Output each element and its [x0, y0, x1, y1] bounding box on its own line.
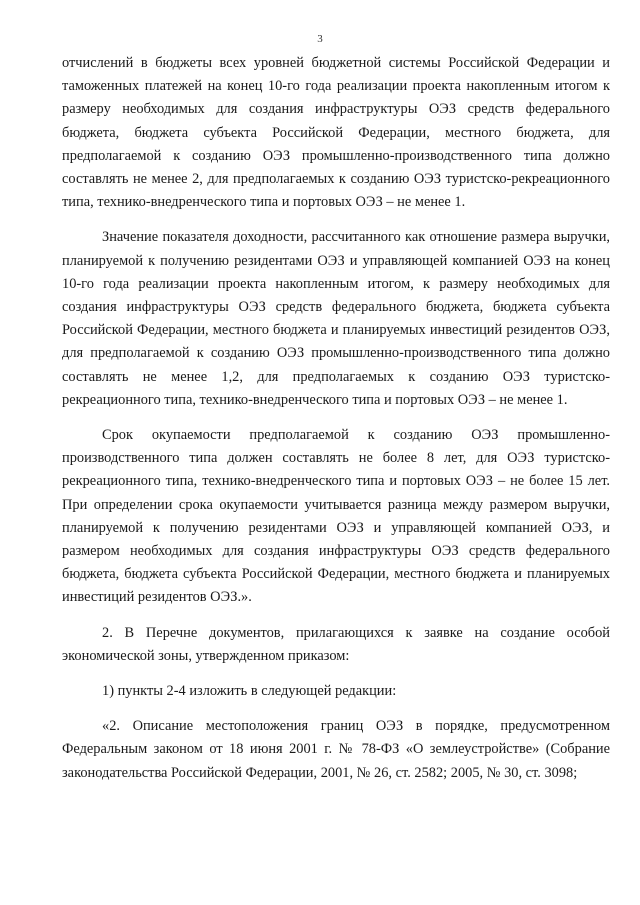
paragraph-continuation-profitability: отчислений в бюджеты всех уровней бюджетной системы Российской Федерации и таможенных платежей на конец 10-го года реализации проекта накопленным итогом к размеру необходимых для создания инфраструктуры ОЭЗ средств федерального бюджета, бюджета субъекта Российской Федерации, местного бюджета, для предполагаемой к созданию ОЭЗ промышленно-производственного типа должно составлять не менее 2, для предполагаемых к созданию ОЭЗ туристско-рекреационного типа, технико-внедренческого типа и портовых ОЭЗ – не менее 1. — [62, 55, 610, 211]
paragraph-item-2-boundaries: «2. Описание местоположения границ ОЭЗ в порядке, предусмотренном Федеральным законом от 18 июня 2001 г. № 78-ФЗ «О землеустройстве» (Собрание законодательства Российской Федерации, 2001, № 26, ст. 2582; 2005, № 30, ст. 3098; — [62, 718, 610, 781]
paragraph-payback-period: Срок окупаемости предполагаемой к созданию ОЭЗ промышленно-производственного типа должен составлять не более 8 лет, для ОЭЗ туристско-рекреационного типа, технико-внедренческого типа и портовых ОЭЗ – не более 15 лет. При определении срока окупаемости учитывается разница между размером выручки, планируемой к получению резидентами ОЭЗ и управляющей компанией ОЭЗ, и размером необходимых для создания инфраструктуры ОЭЗ средств федерального бюджета, бюджета субъекта Российской Федерации, местного бюджета и планируемых инвестиций резидентов ОЭЗ.». — [62, 427, 610, 606]
paragraph-documents-list: 2. В Перечне документов, прилагающихся к заявке на создание особой экономической зоны, утвержденном приказом: — [62, 624, 610, 664]
document-body — [62, 52, 610, 785]
page-number: 3 — [317, 33, 323, 45]
paragraph-items-2-4: 1) пункты 2-4 изложить в следующей редакции: — [102, 683, 397, 700]
paragraph-revenue-indicator: Значение показателя доходности, рассчитанного как отношение размера выручки, планируемой к получению резидентами ОЭЗ и управляющей компанией ОЭЗ на конец 10-го года реализации проекта накопленным итогом, к размеру необходимых для создания инфраструктуры ОЭЗ средств федерального бюджета, бюджета субъекта Российской Федерации, местного бюджета и планируемых инвестиций резидентов ОЭЗ, для предполагаемой к созданию ОЭЗ промышленно-производственного типа должно составлять не менее 1,2, для предполагаемых к созданию ОЭЗ туристско-рекреационного типа, технико-внедренческого типа и портовых ОЭЗ – не менее 1. — [62, 229, 610, 408]
